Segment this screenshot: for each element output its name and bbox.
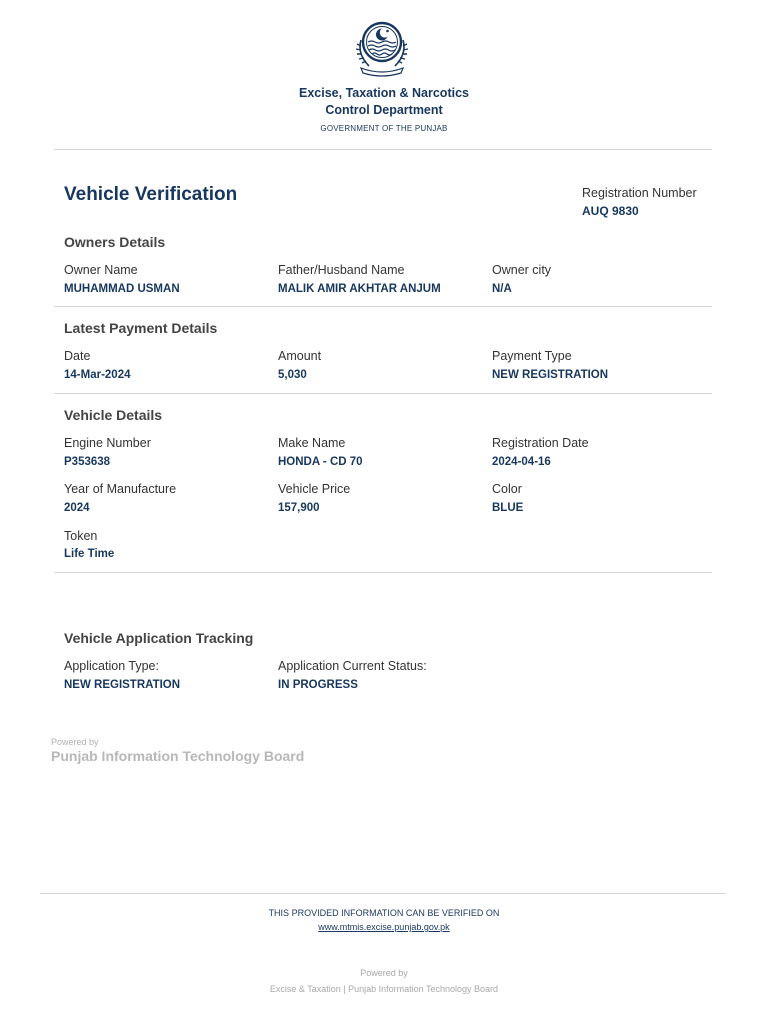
payment-type-value: NEW REGISTRATION [492, 369, 609, 381]
registration-date-value: 2024-04-16 [492, 456, 551, 468]
department-name-line2: Control Department [325, 103, 443, 117]
father-name-label: Father/Husband Name [278, 263, 405, 277]
make-name-label: Make Name [278, 436, 346, 450]
year-of-manufacture-value: 2024 [64, 502, 90, 514]
owner-city-value: N/A [492, 283, 512, 295]
engine-number-value: P353638 [64, 456, 111, 468]
application-tracking-heading: Vehicle Application Tracking [64, 630, 254, 646]
engine-number-label: Engine Number [64, 436, 151, 450]
footer-powered-text: Excise & Taxation | Punjab Information Technology Board [269, 984, 499, 994]
government-label: GOVERNMENT OF THE PUNJAB [320, 124, 448, 133]
punjab-emblem-icon [349, 20, 415, 80]
owner-city-label: Owner city [492, 263, 552, 277]
registration-number-value: AUQ 9830 [582, 204, 639, 218]
payment-type-label: Payment Type [492, 349, 572, 363]
token-label: Token [64, 529, 98, 543]
application-status-value: IN PROGRESS [278, 679, 358, 691]
owners-divider [54, 306, 712, 307]
application-type-value: NEW REGISTRATION [64, 679, 181, 691]
application-type-label: Application Type: [64, 659, 159, 673]
payment-amount-value: 5,030 [278, 369, 307, 381]
owner-name-value: MUHAMMAD USMAN [64, 283, 180, 295]
registration-date-label: Registration Date [492, 436, 589, 450]
payment-date-value: 14-Mar-2024 [64, 369, 131, 381]
vehicle-details-heading: Vehicle Details [64, 407, 163, 423]
payment-amount-label: Amount [278, 349, 322, 363]
verify-notice: THIS PROVIDED INFORMATION CAN BE VERIFIED ON [268, 908, 500, 918]
vehicle-price-label: Vehicle Price [278, 482, 351, 496]
application-status-label: Application Current Status: [278, 659, 427, 673]
payment-date-label: Date [64, 349, 91, 363]
department-name-line1: Excise, Taxation & Narcotics [299, 86, 469, 100]
make-name-value: HONDA - CD 70 [278, 456, 363, 468]
vehicle-divider [54, 572, 712, 573]
color-value: BLUE [492, 502, 524, 514]
token-value: Life Time [64, 548, 115, 560]
powered-by-label: Powered by [51, 737, 99, 747]
verification-link[interactable]: www.mtmis.excise.punjab.gov.pk [318, 922, 450, 932]
owner-name-label: Owner Name [64, 263, 138, 277]
vehicle-price-value: 157,900 [278, 502, 320, 514]
page-title: Vehicle Verification [64, 184, 238, 205]
owners-details-heading: Owners Details [64, 234, 166, 250]
header-divider [54, 149, 712, 150]
father-name-value: MALIK AMIR AKHTAR ANJUM [278, 283, 441, 295]
color-label: Color [492, 482, 522, 496]
footer-powered-label: Powered by [360, 968, 408, 978]
powered-by-name: Punjab Information Technology Board [51, 748, 305, 764]
footer-divider [40, 893, 726, 894]
registration-number-label: Registration Number [582, 186, 697, 200]
year-of-manufacture-label: Year of Manufacture [64, 482, 177, 496]
payment-divider [54, 393, 712, 394]
payment-details-heading: Latest Payment Details [64, 320, 218, 336]
